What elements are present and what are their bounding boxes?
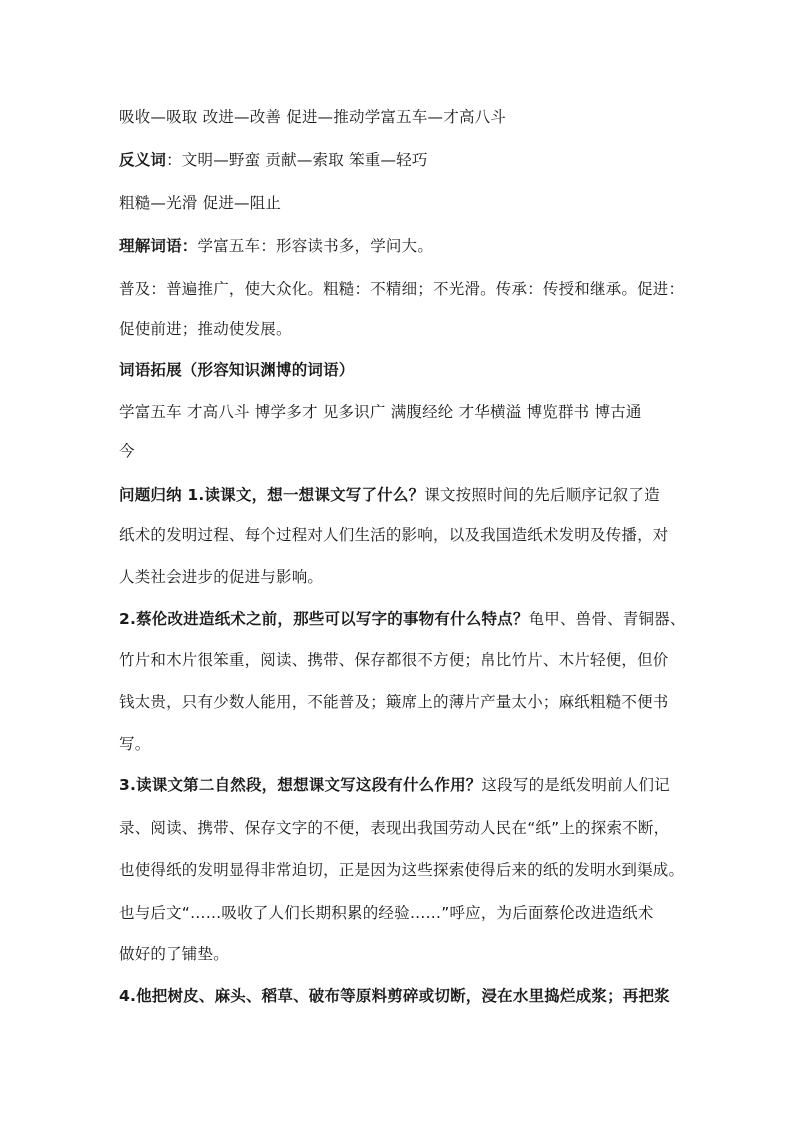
body-text: 学富五车：形容读书多，学问大。 [197,237,434,255]
bold-text: 词语拓展（形容知识渊博的词语） [119,361,355,379]
body-text: 钱太贵，只有少数人能用，不能普及；簸席上的薄片产量太小；麻纸粗糙不便书 [119,693,669,711]
bold-text: 3.读课文第二自然段，想想课文写这段有什么作用？ [119,776,482,794]
body-text: 吸收—吸取 改进—改善 促进—推动学富五车—才高八斗 [119,108,507,126]
text-line [119,903,689,923]
body-text: 人类社会进步的促进与影响。 [119,568,324,586]
text-line [119,193,689,213]
body-text: 也使得纸的发明显得非常迫切，正是因为这些探索使得后来的纸的发明水到渠成。 [119,861,685,879]
text-line [119,775,689,795]
body-text: 也与后文“……吸收了人们长期积累的经验……”呼应，为后面蔡伦改进造纸术 [119,904,654,922]
text-line [119,107,689,127]
text-line [119,441,689,461]
text-line [119,360,689,380]
text-line [119,734,689,754]
bold-text: 2.蔡伦改进造纸术之前，那些可以写字的事物有什么特点？ [119,610,529,628]
bold-text: 问题归纳 1.读课文，想一想课文写了什么？ [119,486,425,504]
body-text: 竹片和木片很笨重，阅读、携带、保存都很不方便；帛比竹片、木片轻便，但价 [119,651,669,669]
body-text: 做好的了铺垫。 [119,945,229,963]
body-text: 粗糙—光滑 促进—阻止 [119,194,282,212]
text-line [119,567,689,587]
text-line [119,609,689,629]
bold-text: 4.他把树皮、麻头、稻草、破布等原料剪碎或切断，浸在水里捣烂成浆；再把浆 [119,987,670,1005]
text-line [119,692,689,712]
body-text: 这段写的是纸发明前人们记 [481,776,670,794]
body-text: 纸术的发明过程、每个过程对人们生活的影响，以及我国造纸术发明及传播，对 [119,526,669,544]
body-text: 龟甲、兽骨、青铜器、 [528,610,686,628]
text-line [119,944,689,964]
text-line [119,485,689,505]
text-line [119,650,689,670]
text-line [119,236,689,256]
text-line [119,860,689,880]
text-line [119,279,689,299]
text-line [119,319,689,339]
text-line [119,525,689,545]
text-line [119,402,689,422]
text-line [119,150,689,170]
text-line [119,986,689,1006]
body-text: 促使前进；推动使发展。 [119,320,292,338]
body-text: 学富五车 才高八斗 博学多才 见多识广 满腹经纶 才华横溢 博览群书 博古通 [119,403,642,421]
bold-text: 反义词 [119,151,167,169]
bold-text: 理解词语： [119,237,198,255]
body-text: 写。 [119,735,151,753]
body-text: 录、阅读、携带、保存文字的不便，表现出我国劳动人民在“纸”上的探索不断， [119,819,670,837]
text-line [119,818,689,838]
body-text: ：文明—野蛮 贡献—索取 笨重—轻巧 [166,151,428,169]
body-text: 普及：普遍推广，使大众化。粗糙：不精细；不光滑。传承：传授和继承。促进： [119,280,685,298]
body-text: 今 [119,442,135,460]
body-text: 课文按照时间的先后顺序记叙了造 [424,486,660,504]
